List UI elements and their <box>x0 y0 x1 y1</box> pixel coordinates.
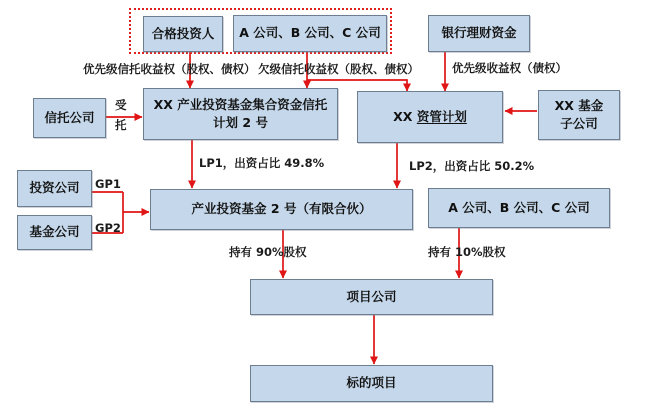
label-lp1: LP1，出资占比 49.8% <box>199 156 325 170</box>
label-senior-rights: 优先级收益权（债权） <box>452 61 567 75</box>
node-label: A 公司、B 公司、C 公司 <box>239 25 381 41</box>
node-label <box>393 108 467 126</box>
node-industry-fund-partnership <box>150 189 413 230</box>
node-project-company <box>250 279 493 315</box>
node-label-line2: 子公司 <box>560 116 598 131</box>
node-fund-company <box>17 215 92 250</box>
label-hold-10: 持有 10%股权 <box>428 245 506 259</box>
node-asset-mgmt-plan <box>357 91 503 143</box>
asset-mgmt-main: 资管计划 <box>416 108 467 124</box>
label-gp2: GP2 <box>95 221 121 235</box>
label-trustee-top: 受 <box>115 98 127 112</box>
node-label: 产业投资基金 2 号（有限合伙） <box>191 201 372 217</box>
label-lp2: LP2，出资占比 50.2% <box>409 159 535 173</box>
node-abc-companies-mid <box>428 188 610 228</box>
label-trustee-bottom: 托 <box>115 118 127 132</box>
node-label: 银行理财资金 <box>441 25 517 41</box>
label-junior-trust-rights: 欠级信托收益权（股权、债权） <box>258 62 419 76</box>
label-hold-90: 持有 90%股权 <box>229 245 307 259</box>
node-label: 基金公司 <box>29 224 80 240</box>
node-label: 标的项目 <box>346 375 397 391</box>
label-senior-trust-rights: 优先级信托收益权（股权、债权） <box>83 62 256 76</box>
node-label-line1: XX 产业投资基金集合资金信托 <box>153 96 328 112</box>
node-label: 合格投资人 <box>151 25 215 41</box>
asset-mgmt-prefix: XX <box>393 108 417 124</box>
node-abc-companies-top <box>233 15 387 52</box>
node-label: 投资公司 <box>29 180 80 196</box>
node-investment-company <box>17 170 92 207</box>
label-gp1: GP1 <box>95 177 121 191</box>
node-label: A 公司、B 公司、C 公司 <box>448 199 590 215</box>
node-label-line2: 计划 2 号 <box>213 115 268 130</box>
node-label: 信托公司 <box>44 109 95 125</box>
node-trust-plan <box>143 88 338 140</box>
node-trust-company <box>33 98 106 138</box>
node-label: 项目公司 <box>346 288 397 304</box>
node-fund-subsidiary <box>538 90 620 140</box>
node-label-line1: XX 基金 <box>554 97 604 113</box>
node-target-project <box>250 365 493 402</box>
node-bank-wealth-funds <box>428 15 530 52</box>
node-qualified-investor <box>143 16 223 52</box>
